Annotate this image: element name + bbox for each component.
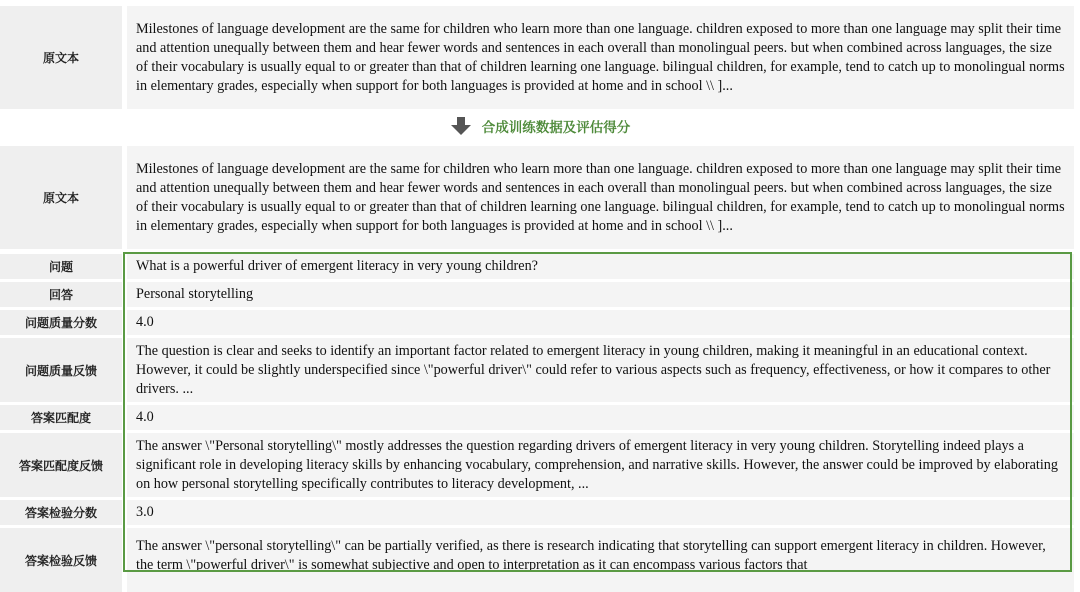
source-text-row-2 — [0, 146, 1080, 249]
question-row — [0, 254, 1080, 279]
source-text-row-1 — [0, 6, 1080, 109]
answer-match-value: 4.0 — [127, 405, 1074, 430]
question-score-label: 问题质量分数 — [0, 310, 122, 335]
question-score-row — [0, 310, 1080, 335]
answer-verify-score-row — [0, 500, 1080, 525]
source-text-value: Milestones of language development are the same for children who learn more than one language. children exposed to more than one language may split their time and attention unequally between them and hear fewer words and sentences in each overall than monolingual peers. but when combined across languages, the size of their vocabulary is usually equal to or greater than that of children learning one language. bilingual children, for example, tend to catch up to monolingual norms in elementary grades, especially when support for both languages is provided at home and in school \\ ]... — [127, 6, 1074, 109]
answer-match-feedback-row — [0, 433, 1080, 497]
source-text-label: 原文本 — [0, 146, 122, 249]
answer-verify-feedback-value: The answer \"personal storytelling\" can be partially verified, as there is research indicating that storytelling can support emergent literacy in children. However, the term \"powerful driver\" is somewhat subjective and open to interpretation as it can encompass various factors that — [127, 528, 1074, 592]
answer-match-feedback-label: 答案匹配度反馈 — [0, 433, 122, 497]
answer-match-label: 答案匹配度 — [0, 405, 122, 430]
answer-label: 回答 — [0, 282, 122, 307]
answer-verify-score-label: 答案检验分数 — [0, 500, 122, 525]
answer-match-row — [0, 405, 1080, 430]
answer-verify-feedback-row — [0, 528, 1080, 592]
question-feedback-value: The question is clear and seeks to identify an important factor related to emergent literacy in young children, making it meaningful in an educational context. However, it could be slightly underspecified since \"powerful driver\" could refer to various aspects such as frequency, effectiveness, or how it compares to other drivers. ... — [127, 338, 1074, 402]
transition-banner — [0, 115, 1080, 137]
question-feedback-label: 问题质量反馈 — [0, 338, 122, 402]
source-text-label: 原文本 — [0, 6, 122, 109]
down-arrow-icon — [450, 117, 472, 135]
question-value: What is a powerful driver of emergent literacy in very young children? — [127, 254, 1074, 279]
answer-verify-score-value: 3.0 — [127, 500, 1074, 525]
source-text-value: Milestones of language development are the same for children who learn more than one language. children exposed to more than one language may split their time and attention unequally between them and hear fewer words and sentences in each overall than monolingual peers. but when combined across languages, the size of their vocabulary is usually equal to or greater than that of children learning one language. bilingual children, for example, tend to catch up to monolingual norms in elementary grades, especially when support for both languages is provided at home and in school \\ ]... — [127, 146, 1074, 249]
question-score-value: 4.0 — [127, 310, 1074, 335]
question-label: 问题 — [0, 254, 122, 279]
answer-verify-feedback-label: 答案检验反馈 — [0, 528, 122, 592]
answer-row — [0, 282, 1080, 307]
question-feedback-row — [0, 338, 1080, 402]
answer-match-feedback-value: The answer \"Personal storytelling\" mostly addresses the question regarding drivers of emergent literacy in very young children. Storytelling indeed plays a significant role in developing literacy skills by enhancing vocabulary, comprehension, and narrative skills. However, the answer could be improved by elaborating on how personal storytelling specifically contributes to literacy development, ... — [127, 433, 1074, 497]
transition-label: 合成训练数据及评估得分 — [481, 120, 631, 136]
answer-value: Personal storytelling — [127, 282, 1074, 307]
